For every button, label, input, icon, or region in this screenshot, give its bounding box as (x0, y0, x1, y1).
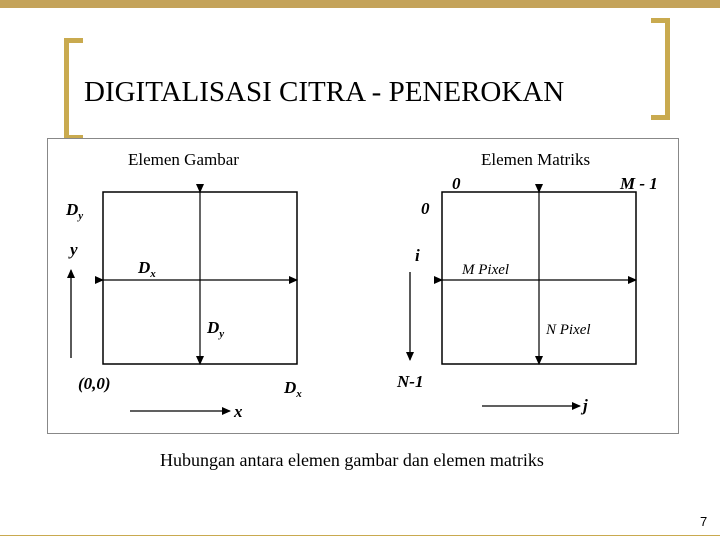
slide-title: DIGITALISASI CITRA - PENEROKAN (84, 76, 565, 108)
label-col-end: M - 1 (620, 174, 658, 193)
heading-elemen-gambar: Elemen Gambar (128, 150, 239, 169)
page-number: 7 (700, 514, 708, 529)
label-dx-mid: $D_x$ (138, 258, 156, 280)
label-row-start: 0 (421, 199, 430, 218)
label-dy-mid: $D_y$ (207, 318, 225, 340)
footer-line (0, 535, 720, 536)
label-row-end: N-1 (397, 372, 424, 391)
label-x-axis: x (234, 402, 243, 421)
label-col-start: 0 (452, 174, 461, 193)
label-j-axis: j (583, 396, 588, 415)
label-m-pixel: M Pixel (462, 262, 510, 278)
label-n-pixel: N Pixel (546, 322, 591, 338)
heading-elemen-matriks: Elemen Matriks (481, 150, 591, 169)
label-i-axis: i (415, 246, 420, 265)
label-origin: (0,0) (78, 374, 111, 393)
label-y-axis: y (70, 240, 78, 259)
diagram-caption: Hubungan antara elemen gambar dan elemen matriks (160, 450, 544, 470)
label-dy-top: $D_y$ (66, 200, 84, 222)
label-dx-bottom: $D_x$ (284, 378, 302, 400)
